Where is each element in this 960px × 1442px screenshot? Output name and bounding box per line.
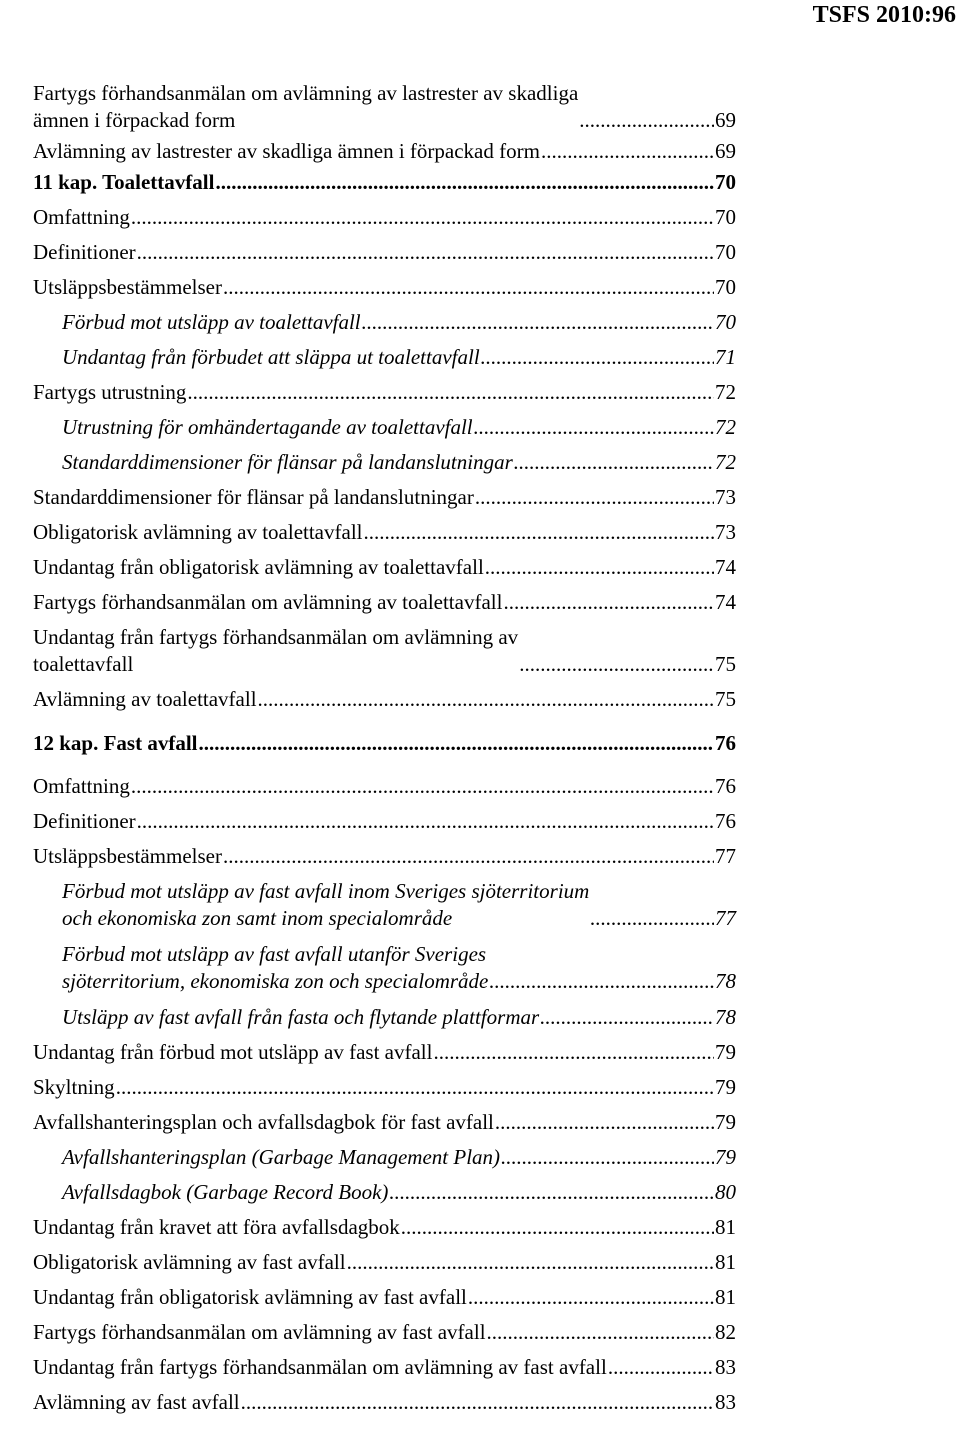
toc-leader-dots	[485, 554, 714, 581]
toc-page-number: 75	[715, 687, 736, 711]
toc-page-number: 79	[715, 1040, 736, 1064]
toc-page-number: 72	[715, 380, 736, 404]
toc-entry-title: Undantag från förbudet att släppa ut toalettavfall	[62, 345, 480, 369]
toc-entry	[33, 878, 736, 932]
toc-leader-dots	[519, 651, 714, 678]
toc-entry-title: Undantag från fartygs förhandsanmälan om avlämning av fast avfall	[33, 1355, 607, 1379]
toc-entry-title: Definitioner	[33, 240, 136, 264]
table-of-contents	[33, 80, 736, 1416]
toc-page-number: 74	[715, 555, 736, 579]
toc-leader-dots	[389, 1179, 714, 1206]
toc-page-number: 70	[715, 170, 736, 194]
toc-entry-title: Utsläppsbestämmelser	[33, 275, 222, 299]
toc-leader-dots	[495, 1109, 714, 1136]
toc-entry-title: Fartygs utrustning	[33, 380, 187, 404]
toc-page-number: 69	[715, 108, 736, 132]
toc-leader-dots	[401, 1214, 714, 1241]
toc-chapter-entry	[33, 169, 736, 196]
toc-entry-title: Utsläpp av fast avfall från fasta och flytande plattformar	[62, 1005, 540, 1029]
toc-entry-title: Skyltning	[33, 1075, 115, 1099]
toc-entry	[33, 843, 736, 870]
toc-leader-dots	[540, 1004, 714, 1031]
toc-entry	[33, 686, 736, 713]
toc-entry-title: Obligatorisk avlämning av fast avfall	[33, 1250, 346, 1274]
toc-entry	[33, 344, 736, 371]
toc-leader-dots	[258, 686, 714, 713]
toc-entry-title: Utsläppsbestämmelser	[33, 844, 222, 868]
toc-page-number: 70	[715, 310, 736, 334]
toc-leader-dots	[433, 1039, 714, 1066]
toc-leader-dots	[347, 1249, 714, 1276]
toc-page-number: 69	[715, 139, 736, 163]
toc-entry	[33, 449, 736, 476]
toc-entry-title: Obligatorisk avlämning av toalettavfall	[33, 520, 363, 544]
toc-leader-dots	[199, 730, 714, 757]
toc-leader-dots	[223, 843, 714, 870]
toc-entry-title: Utrustning för omhändertagande av toalettavfall	[62, 415, 473, 439]
toc-page-number: 74	[715, 590, 736, 614]
toc-entry	[33, 484, 736, 511]
toc-leader-dots	[481, 344, 714, 371]
toc-page-number: 81	[715, 1250, 736, 1274]
toc-entry	[33, 239, 736, 266]
toc-entry-title: Undantag från kravet att föra avfallsdagbok	[33, 1215, 400, 1239]
toc-page-number: 83	[715, 1390, 736, 1414]
toc-leader-dots	[223, 274, 714, 301]
toc-leader-dots	[187, 379, 714, 406]
toc-page-number: 76	[715, 774, 736, 798]
toc-page-number: 82	[715, 1320, 736, 1344]
toc-page-number: 79	[715, 1075, 736, 1099]
toc-page-number: 75	[715, 652, 736, 676]
toc-entry-title: 12 kap. Fast avfall	[33, 731, 198, 755]
toc-page-number: 76	[715, 731, 736, 755]
toc-entry-title: Omfattning	[33, 774, 130, 798]
toc-entry	[33, 773, 736, 800]
toc-leader-dots	[489, 968, 714, 995]
toc-entry	[33, 1284, 736, 1311]
toc-entry	[33, 80, 736, 134]
toc-entry	[33, 519, 736, 546]
toc-entry	[33, 414, 736, 441]
toc-entry	[33, 1389, 736, 1416]
toc-leader-dots	[487, 1319, 714, 1346]
toc-leader-dots	[362, 309, 714, 336]
toc-entry-title: Förbud mot utsläpp av fast avfall inom Sveriges sjöterritorium och ekonomiska zon samt inom specialområde	[62, 879, 590, 930]
toc-leader-dots	[501, 1144, 714, 1171]
toc-leader-dots	[514, 449, 714, 476]
toc-page-number: 70	[715, 205, 736, 229]
toc-entry-title: Avfallshanteringsplan (Garbage Management Plan)	[62, 1145, 501, 1169]
toc-page-number: 79	[715, 1145, 736, 1169]
toc-entry	[33, 941, 736, 995]
toc-entry	[33, 554, 736, 581]
toc-entry	[33, 1039, 736, 1066]
toc-entry-title: Fartygs förhandsanmälan om avlämning av fast avfall	[33, 1320, 486, 1344]
toc-entry-title: Fartygs förhandsanmälan om avlämning av lastrester av skadliga ämnen i förpackad form	[33, 81, 579, 132]
toc-page-number: 77	[715, 906, 736, 930]
toc-entry	[33, 204, 736, 231]
toc-page-number: 77	[715, 844, 736, 868]
toc-page-number: 72	[715, 415, 736, 439]
toc-entry	[33, 589, 736, 616]
toc-leader-dots	[474, 414, 714, 441]
toc-entry-title: Standarddimensioner för flänsar på landanslutningar	[62, 450, 513, 474]
toc-leader-dots	[215, 169, 714, 196]
toc-leader-dots	[541, 138, 714, 165]
toc-entry	[33, 1179, 736, 1206]
toc-entry-title: Avlämning av fast avfall	[33, 1390, 240, 1414]
toc-page-number: 81	[715, 1285, 736, 1309]
toc-leader-dots	[131, 773, 714, 800]
toc-entry	[33, 138, 736, 165]
toc-leader-dots	[137, 239, 714, 266]
toc-page-number: 73	[715, 520, 736, 544]
toc-entry	[33, 1109, 736, 1136]
toc-page-number: 78	[715, 1005, 736, 1029]
toc-entry-title: Undantag från fartygs förhandsanmälan om avlämning av toalettavfall	[33, 625, 519, 676]
toc-page-number: 81	[715, 1215, 736, 1239]
toc-entry-title: Avlämning av toalettavfall	[33, 687, 257, 711]
toc-entry-title: 11 kap. Toalettavfall	[33, 170, 215, 194]
toc-entry	[33, 274, 736, 301]
toc-page-number: 83	[715, 1355, 736, 1379]
toc-entry-title: Förbud mot utsläpp av toalettavfall	[62, 310, 361, 334]
toc-leader-dots	[579, 107, 714, 134]
toc-entry-title: Omfattning	[33, 205, 130, 229]
toc-entry	[33, 808, 736, 835]
toc-entry-title: Standarddimensioner för flänsar på landanslutningar	[33, 485, 474, 509]
toc-leader-dots	[241, 1389, 714, 1416]
toc-leader-dots	[608, 1354, 714, 1381]
toc-page-number: 79	[715, 1110, 736, 1134]
toc-page-number: 70	[715, 275, 736, 299]
toc-page-number: 80	[715, 1180, 736, 1204]
toc-entry-title: Avfallsdagbok (Garbage Record Book)	[62, 1180, 389, 1204]
toc-entry	[33, 1074, 736, 1101]
toc-page-number: 78	[715, 969, 736, 993]
toc-entry	[33, 379, 736, 406]
toc-page-number: 76	[715, 809, 736, 833]
toc-entry-title: Definitioner	[33, 809, 136, 833]
toc-leader-dots	[475, 484, 714, 511]
toc-entry	[33, 1214, 736, 1241]
toc-entry-title: Avlämning av lastrester av skadliga ämnen i förpackad form	[33, 139, 540, 163]
toc-entry-title: Avfallshanteringsplan och avfallsdagbok för fast avfall	[33, 1110, 494, 1134]
toc-entry-title: Undantag från förbud mot utsläpp av fast avfall	[33, 1040, 433, 1064]
toc-entry-title: Förbud mot utsläpp av fast avfall utanför Sveriges sjöterritorium, ekonomiska zon och specialområde	[62, 942, 489, 993]
toc-page-number: 72	[715, 450, 736, 474]
toc-entry-title: Undantag från obligatorisk avlämning av toalettavfall	[33, 555, 484, 579]
toc-page-number: 70	[715, 240, 736, 264]
document-id: TSFS 2010:96	[812, 2, 956, 28]
toc-leader-dots	[116, 1074, 714, 1101]
toc-entry	[33, 1354, 736, 1381]
toc-entry	[33, 309, 736, 336]
toc-entry	[33, 1144, 736, 1171]
toc-leader-dots	[468, 1284, 714, 1311]
toc-page-number: 71	[715, 345, 736, 369]
toc-page-number: 73	[715, 485, 736, 509]
toc-entry	[33, 624, 736, 678]
toc-leader-dots	[364, 519, 715, 546]
toc-leader-dots	[590, 905, 714, 932]
toc-leader-dots	[137, 808, 714, 835]
toc-entry	[33, 1319, 736, 1346]
toc-leader-dots	[503, 589, 714, 616]
toc-entry	[33, 1249, 736, 1276]
toc-entry-title: Undantag från obligatorisk avlämning av fast avfall	[33, 1285, 467, 1309]
toc-entry	[33, 1004, 736, 1031]
toc-entry-title: Fartygs förhandsanmälan om avlämning av toalettavfall	[33, 590, 503, 614]
toc-leader-dots	[131, 204, 714, 231]
toc-chapter-entry	[33, 730, 736, 757]
